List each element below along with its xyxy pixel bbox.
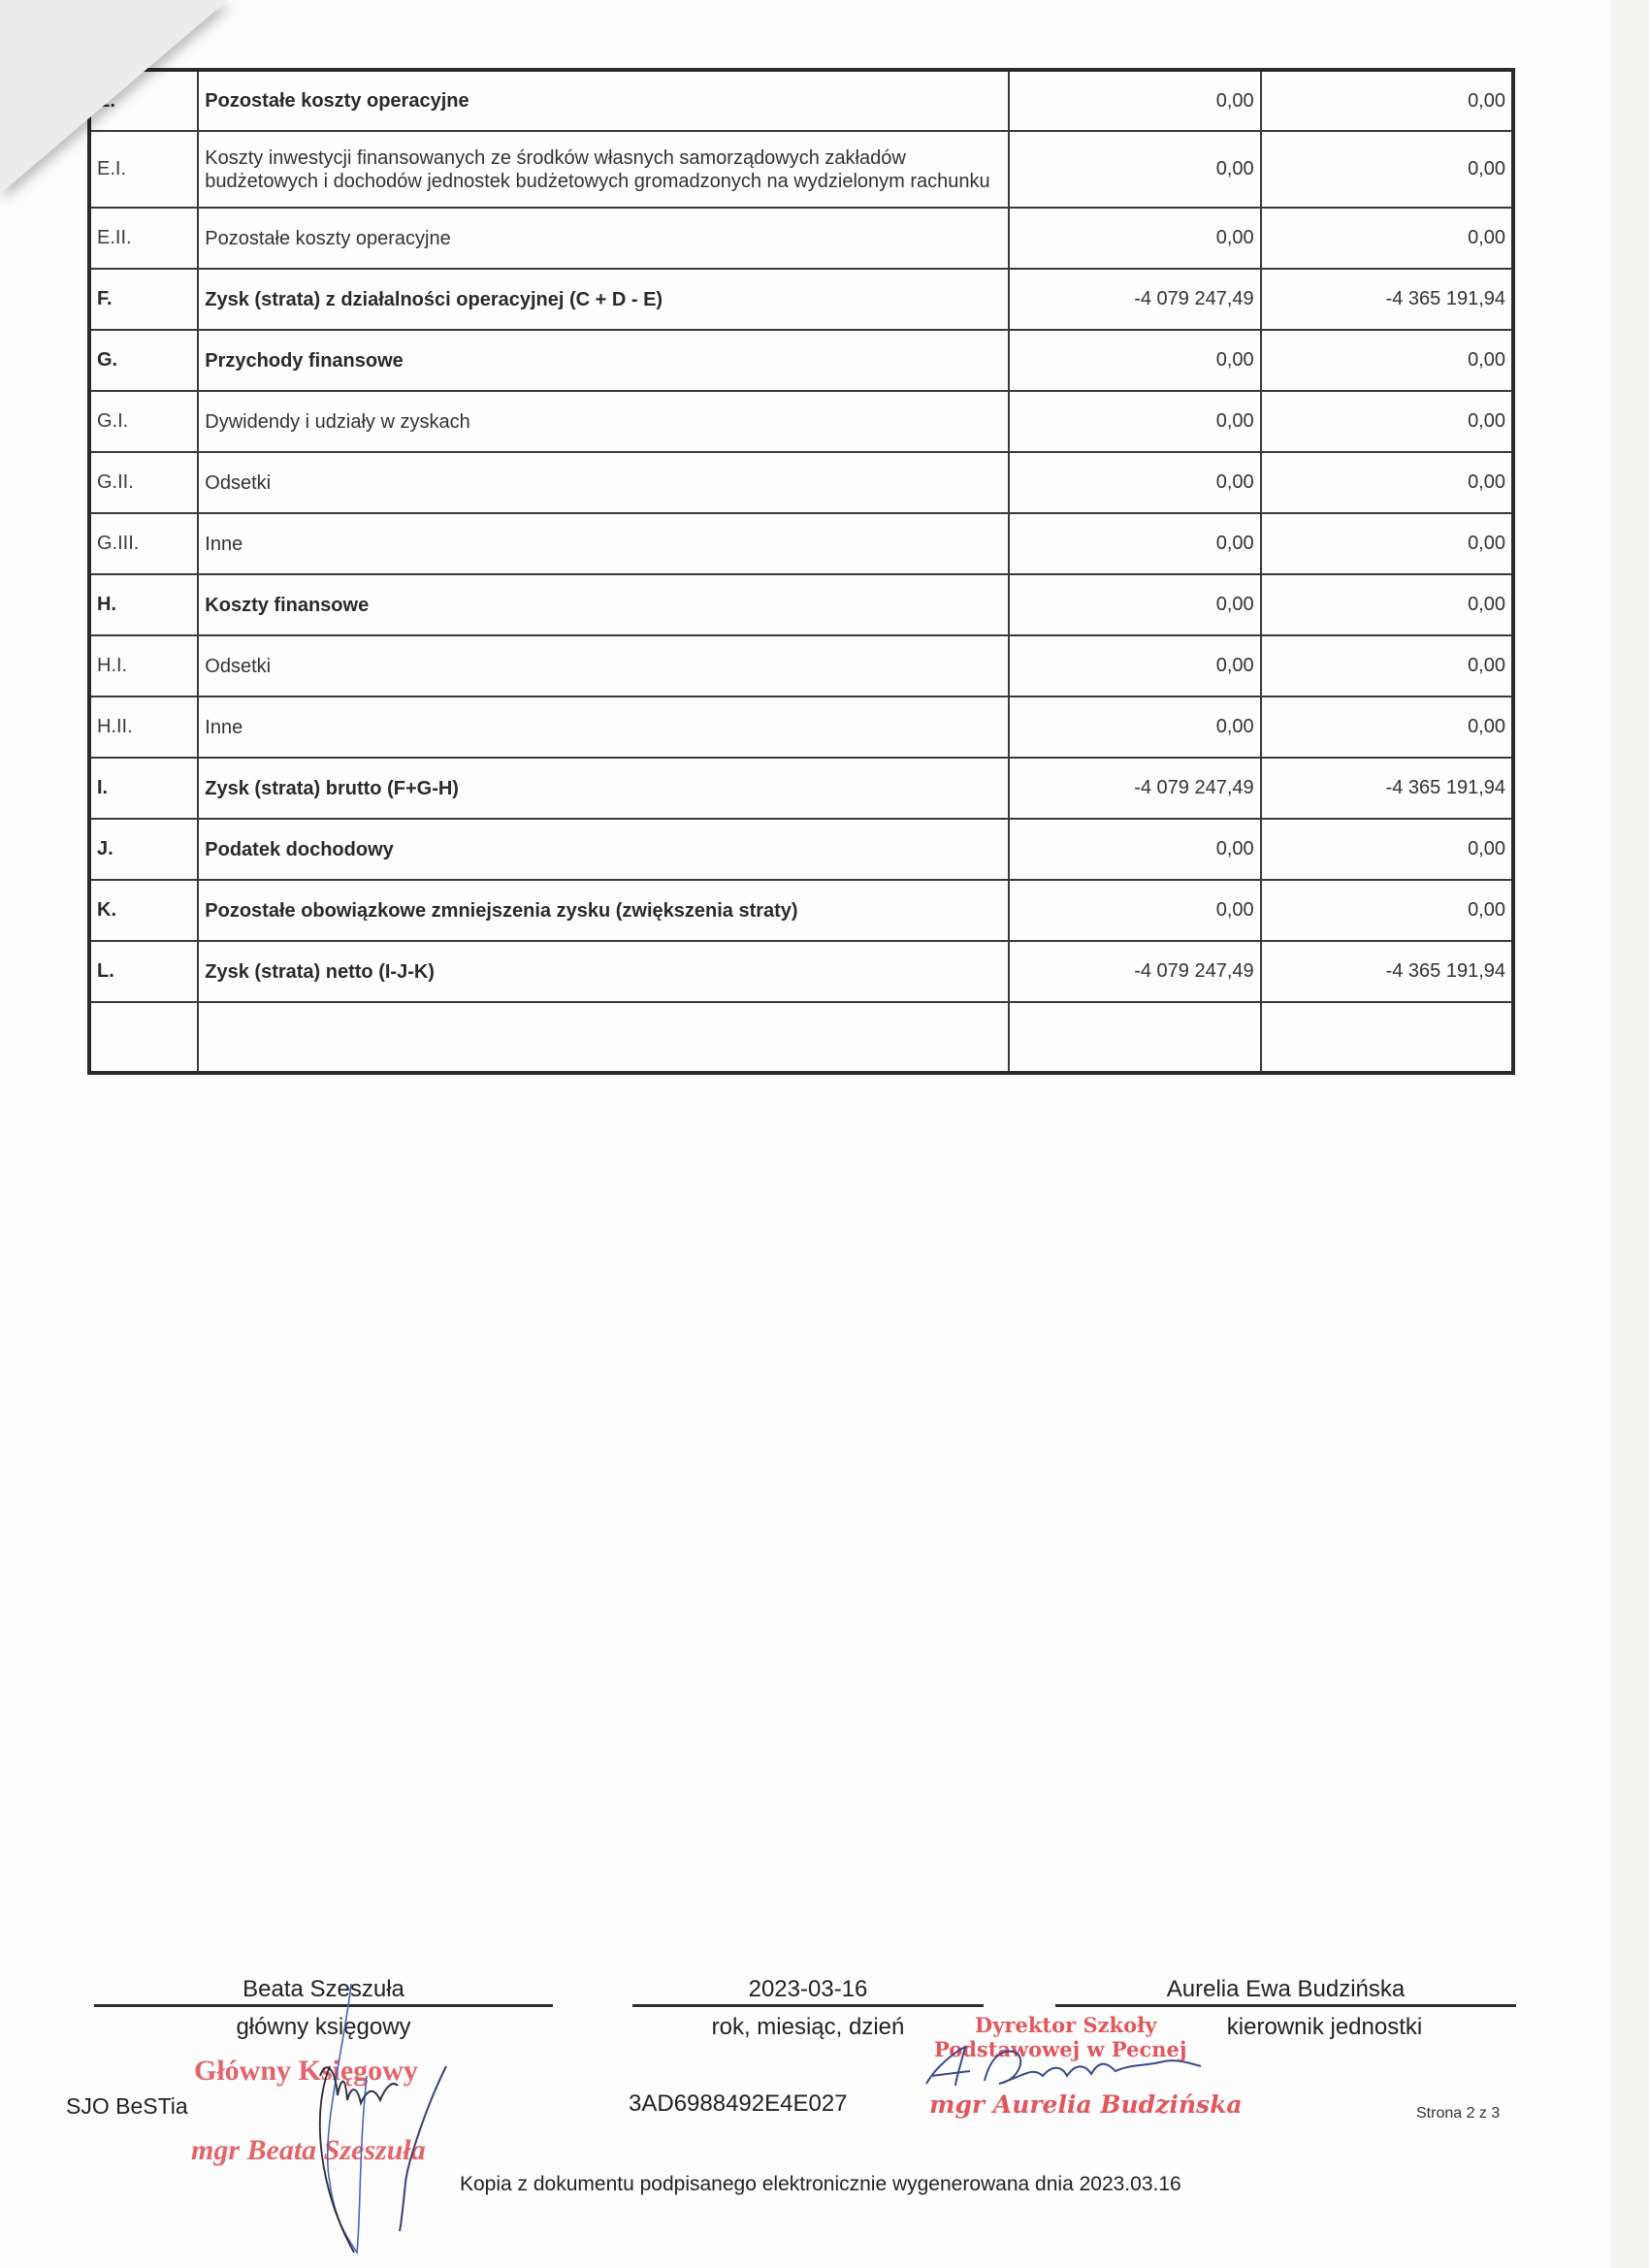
- row-description: Zysk (strata) brutto (F+G-H): [198, 758, 1009, 819]
- head-name: Aurelia Ewa Budzińska: [1166, 1976, 1406, 2002]
- value-previous-year: -4 365 191,94: [1261, 758, 1513, 819]
- value-current-year: 0,00: [1009, 819, 1260, 880]
- row-label: G.I.: [89, 391, 198, 452]
- accountant-name: Beata Szeszuła: [242, 1976, 404, 2002]
- value-current-year: 0,00: [1009, 452, 1260, 513]
- row-label: I.: [89, 758, 198, 819]
- row-description: Zysk (strata) z działalności operacyjnej (C + D - E): [198, 269, 1009, 330]
- row-description: Pozostałe koszty operacyjne: [198, 70, 1009, 131]
- row-label: F.: [89, 269, 198, 330]
- value-previous-year: 0,00: [1261, 131, 1513, 208]
- row-label: E.II.: [89, 208, 198, 269]
- head-role: kierownik jednostki: [1226, 2014, 1423, 2040]
- value-previous-year: 0,00: [1261, 880, 1513, 941]
- value-current-year: -4 079 247,49: [1009, 941, 1260, 1002]
- value-current-year: 0,00: [1009, 208, 1260, 269]
- row-description: Odsetki: [198, 635, 1009, 697]
- accountant-role: główny księgowy: [236, 2014, 411, 2040]
- row-description: Zysk (strata) netto (I-J-K): [198, 941, 1009, 1002]
- row-description: Dywidendy i udziały w zyskach: [198, 391, 1009, 452]
- row-description: Przychody finansowe: [198, 330, 1009, 391]
- value-current-year: 0,00: [1009, 330, 1260, 391]
- value-current-year: 0,00: [1009, 574, 1260, 635]
- row-description: Inne: [198, 513, 1009, 574]
- row-label: G.II.: [89, 452, 198, 513]
- value-current-year: 0,00: [1009, 70, 1260, 131]
- row-label: K.: [89, 880, 198, 941]
- signature-date: 2023-03-16: [748, 1976, 868, 2002]
- value-current-year: 0,00: [1009, 513, 1260, 574]
- copy-note: Kopia z dokumentu podpisanego elektronicznie wygenerowana dnia 2023.03.16: [460, 2173, 1181, 2195]
- date-label: rok, miesiąc, dzień: [711, 2014, 905, 2040]
- accountant-stamp-name: mgr Beata Szeszuła: [191, 2134, 426, 2166]
- system-name: SJO BeSTia: [66, 2093, 188, 2119]
- row-description: Pozostałe obowiązkowe zmniejszenia zysku (zwiększenia straty): [198, 880, 1009, 941]
- value-previous-year: -4 365 191,94: [1261, 941, 1513, 1002]
- row-label: G.: [89, 330, 198, 391]
- row-label: H.: [89, 574, 198, 635]
- value-previous-year: 0,00: [1261, 574, 1513, 635]
- value-current-year: 0,00: [1009, 880, 1260, 941]
- accountant-stamp-title: Główny Księgowy: [194, 2055, 418, 2087]
- row-label: E.I.: [89, 131, 198, 208]
- value-previous-year: 0,00: [1261, 452, 1513, 513]
- value-previous-year: 0,00: [1261, 330, 1513, 391]
- value-previous-year: 0,00: [1261, 635, 1513, 697]
- value-current-year: -4 079 247,49: [1009, 269, 1260, 330]
- row-description: Inne: [198, 697, 1009, 758]
- row-description: Pozostałe koszty operacyjne: [198, 208, 1009, 269]
- value-previous-year: 0,00: [1261, 513, 1513, 574]
- value-current-year: 0,00: [1009, 635, 1260, 697]
- row-label: L.: [89, 941, 198, 1002]
- value-previous-year: 0,00: [1261, 391, 1513, 452]
- value-previous-year: 0,00: [1261, 819, 1513, 880]
- director-stamp-name: mgr Aurelia Budzińska: [929, 2090, 1243, 2119]
- row-description: Koszty finansowe: [198, 574, 1009, 635]
- value-previous-year: 0,00: [1261, 208, 1513, 269]
- row-label: H.I.: [89, 635, 198, 697]
- value-current-year: 0,00: [1009, 131, 1260, 208]
- value-current-year: 0,00: [1009, 391, 1260, 452]
- row-description: Odsetki: [198, 452, 1009, 513]
- row-label: H.II.: [89, 697, 198, 758]
- row-description: Koszty inwestycji finansowanych ze środków własnych samorządowych zakładów budżetowych i dochodów jednostek budżetowych gromadzonych na wydzielonym rachunku: [198, 131, 1009, 208]
- row-label: G.III.: [89, 513, 198, 574]
- value-current-year: -4 079 247,49: [1009, 758, 1260, 819]
- director-stamp-line2: Podstawowej w Pecnej: [934, 2037, 1187, 2061]
- document-code: 3AD6988492E4E027: [629, 2090, 848, 2117]
- row-description: Podatek dochodowy: [198, 819, 1009, 880]
- value-previous-year: -4 365 191,94: [1261, 269, 1513, 330]
- row-label: E.: [89, 70, 198, 131]
- value-previous-year: 0,00: [1261, 70, 1513, 131]
- director-stamp-line1: Dyrektor Szkoły: [975, 2013, 1157, 2037]
- value-current-year: 0,00: [1009, 697, 1260, 758]
- page-number: Strona 2 z 3: [1416, 2105, 1501, 2122]
- row-label: J.: [89, 819, 198, 880]
- value-previous-year: 0,00: [1261, 697, 1513, 758]
